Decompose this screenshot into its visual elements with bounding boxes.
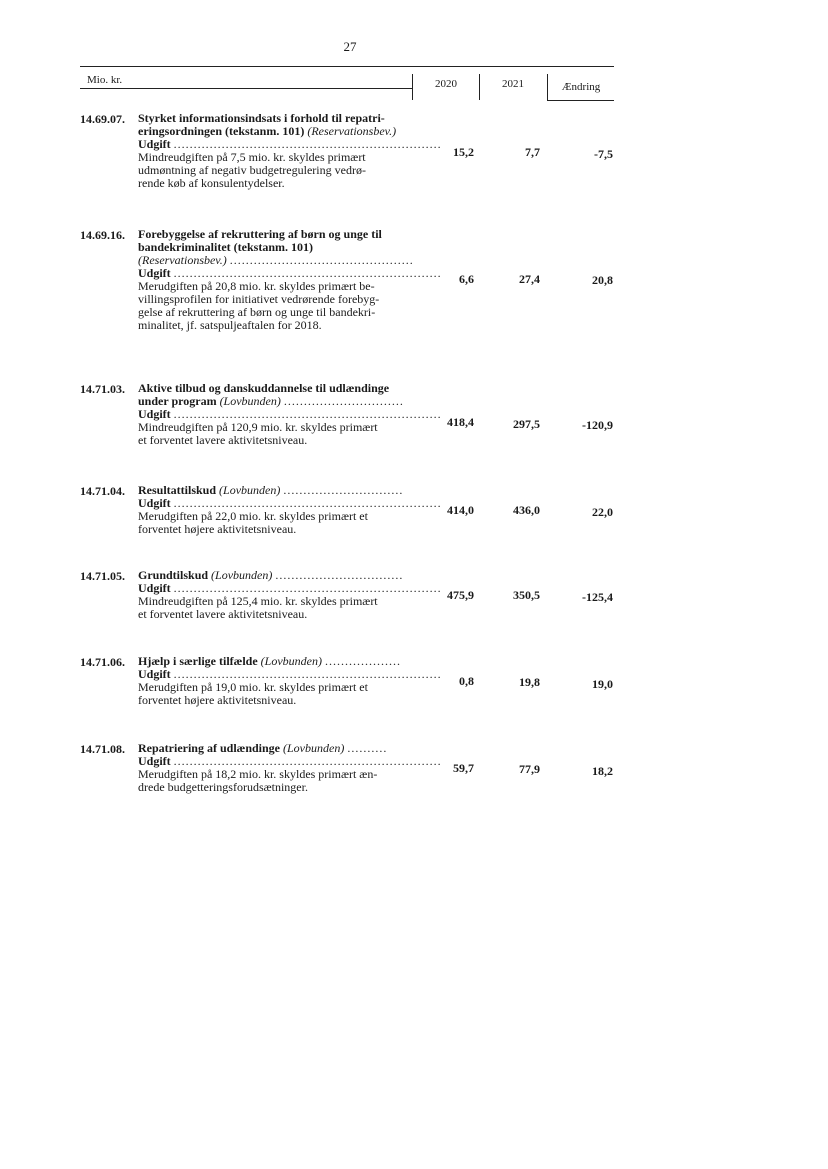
leader-dots: ................... xyxy=(324,654,401,668)
appropriation-type: (Reservationsbev.) xyxy=(307,124,397,138)
value-2020: 475,9 xyxy=(447,588,474,602)
note-line: minalitet, jf. satspuljeaftalen for 2018. xyxy=(138,318,322,332)
leader-dots: ................................................................... xyxy=(173,581,442,595)
expense-label: Udgift xyxy=(138,137,171,151)
leader-dots: .............................. xyxy=(283,394,404,408)
note-line: forventet højere aktivitetsniveau. xyxy=(138,522,297,536)
value-2021: 7,7 xyxy=(525,145,540,159)
entry-title: Grundtilskud xyxy=(138,568,209,582)
column-header-change: Ændring xyxy=(561,81,601,93)
value-change: 19,0 xyxy=(592,677,613,691)
value-2020: 6,6 xyxy=(459,272,474,286)
note-line: et forventet lavere aktivitetsniveau. xyxy=(138,607,308,621)
leader-dots: .............................. xyxy=(283,483,404,497)
value-2021: 436,0 xyxy=(513,503,540,517)
entry-title: Repatriering af udlændinge xyxy=(138,741,281,755)
note-line: Mindreudgiften på 125,4 mio. kr. skyldes primært xyxy=(138,594,378,608)
expense-label: Udgift xyxy=(138,667,171,681)
account-number: 14.71.05. xyxy=(80,569,125,583)
account-number: 14.71.06. xyxy=(80,655,125,669)
expense-label: Udgift xyxy=(138,581,171,595)
value-change: 22,0 xyxy=(592,505,613,519)
entry-title: eringsordningen (tekstanm. 101) xyxy=(138,124,305,138)
appropriation-type: (Lovbunden) xyxy=(219,394,281,408)
note-line: Mindreudgiften på 120,9 mio. kr. skyldes primært xyxy=(138,420,378,434)
value-2020: 15,2 xyxy=(453,145,474,159)
header-top-rule xyxy=(80,66,614,67)
account-number: 14.69.16. xyxy=(80,228,125,242)
entry-title: Aktive tilbud og danskuddannelse til udlændinge xyxy=(138,381,390,395)
leader-dots: .............................................. xyxy=(229,253,414,267)
entry-title: Hjælp i særlige tilfælde xyxy=(138,654,258,668)
value-2020: 0,8 xyxy=(459,674,474,688)
value-2021: 77,9 xyxy=(519,762,540,776)
expense-label: Udgift xyxy=(138,754,171,768)
entry-title: under program xyxy=(138,394,217,408)
appropriation-type: (Lovbunden) xyxy=(211,568,273,582)
value-2020: 418,4 xyxy=(447,415,474,429)
appropriation-type: (Reservationsbev.) xyxy=(138,253,227,267)
note-line: Merudgiften på 19,0 mio. kr. skyldes primært et xyxy=(138,680,368,694)
appropriation-type: (Lovbunden) xyxy=(283,741,345,755)
leader-dots: ................................................................... xyxy=(173,754,442,768)
account-number: 14.71.04. xyxy=(80,484,125,498)
value-change: -125,4 xyxy=(582,590,613,604)
note-line: villingsprofilen for initiativet vedrørende forebyg- xyxy=(138,292,380,306)
value-2020: 414,0 xyxy=(447,503,474,517)
expense-label: Udgift xyxy=(138,266,171,280)
column-header-2021: 2021 xyxy=(502,78,524,90)
unit-label: Mio. kr. xyxy=(87,74,123,86)
appropriation-type: (Lovbunden) xyxy=(219,483,281,497)
value-2021: 19,8 xyxy=(519,675,540,689)
page-number: 27 xyxy=(343,39,357,54)
note-line: forventet højere aktivitetsniveau. xyxy=(138,693,297,707)
entry-title: Forebyggelse af rekruttering af børn og unge til xyxy=(138,227,382,241)
note-line: Merudgiften på 18,2 mio. kr. skyldes primært æn- xyxy=(138,767,378,781)
note-line: Mindreudgiften på 7,5 mio. kr. skyldes primært xyxy=(138,150,366,164)
leader-dots: ................................................................... xyxy=(173,266,442,280)
note-line: Merudgiften på 22,0 mio. kr. skyldes primært et xyxy=(138,509,368,523)
entry-title: Resultattilskud xyxy=(138,483,217,497)
value-2020: 59,7 xyxy=(453,761,474,775)
note-line: rende køb af konsulentydelser. xyxy=(138,176,285,190)
value-2021: 350,5 xyxy=(513,588,540,602)
expense-label: Udgift xyxy=(138,407,171,421)
leader-dots: ................................ xyxy=(275,568,404,582)
column-header-2020: 2020 xyxy=(435,78,457,90)
account-number: 14.71.08. xyxy=(80,742,125,756)
leader-dots: ................................................................... xyxy=(173,137,442,151)
expense-label: Udgift xyxy=(138,496,171,510)
header-bottom-rule xyxy=(80,88,412,89)
value-change: -120,9 xyxy=(582,418,613,432)
entry-title: bandekriminalitet (tekstanm. 101) xyxy=(138,240,313,254)
entry-title: Styrket informationsindsats i forhold til repatri- xyxy=(138,111,385,125)
account-number: 14.69.07. xyxy=(80,112,125,126)
account-number: 14.71.03. xyxy=(80,382,125,396)
value-change: -7,5 xyxy=(594,147,613,161)
note-line: et forventet lavere aktivitetsniveau. xyxy=(138,433,308,447)
value-2021: 27,4 xyxy=(519,272,540,286)
leader-dots: ................................................................... xyxy=(173,496,442,510)
appropriation-type: (Lovbunden) xyxy=(260,654,322,668)
value-change: 20,8 xyxy=(592,273,613,287)
leader-dots: ................................................................... xyxy=(173,407,442,421)
header-bottom-rule xyxy=(547,100,614,101)
leader-dots: ................................................................... xyxy=(173,667,442,681)
note-line: Merudgiften på 20,8 mio. kr. skyldes primært be- xyxy=(138,279,375,293)
value-change: 18,2 xyxy=(592,764,613,778)
note-line: gelse af rekruttering af børn og unge til bandekri- xyxy=(138,305,376,319)
note-line: drede budgetteringsforudsætninger. xyxy=(138,780,308,794)
note-line: udmøntning af negativ budgetregulering vedrø- xyxy=(138,163,366,177)
value-2021: 297,5 xyxy=(513,417,540,431)
leader-dots: .......... xyxy=(347,741,388,755)
